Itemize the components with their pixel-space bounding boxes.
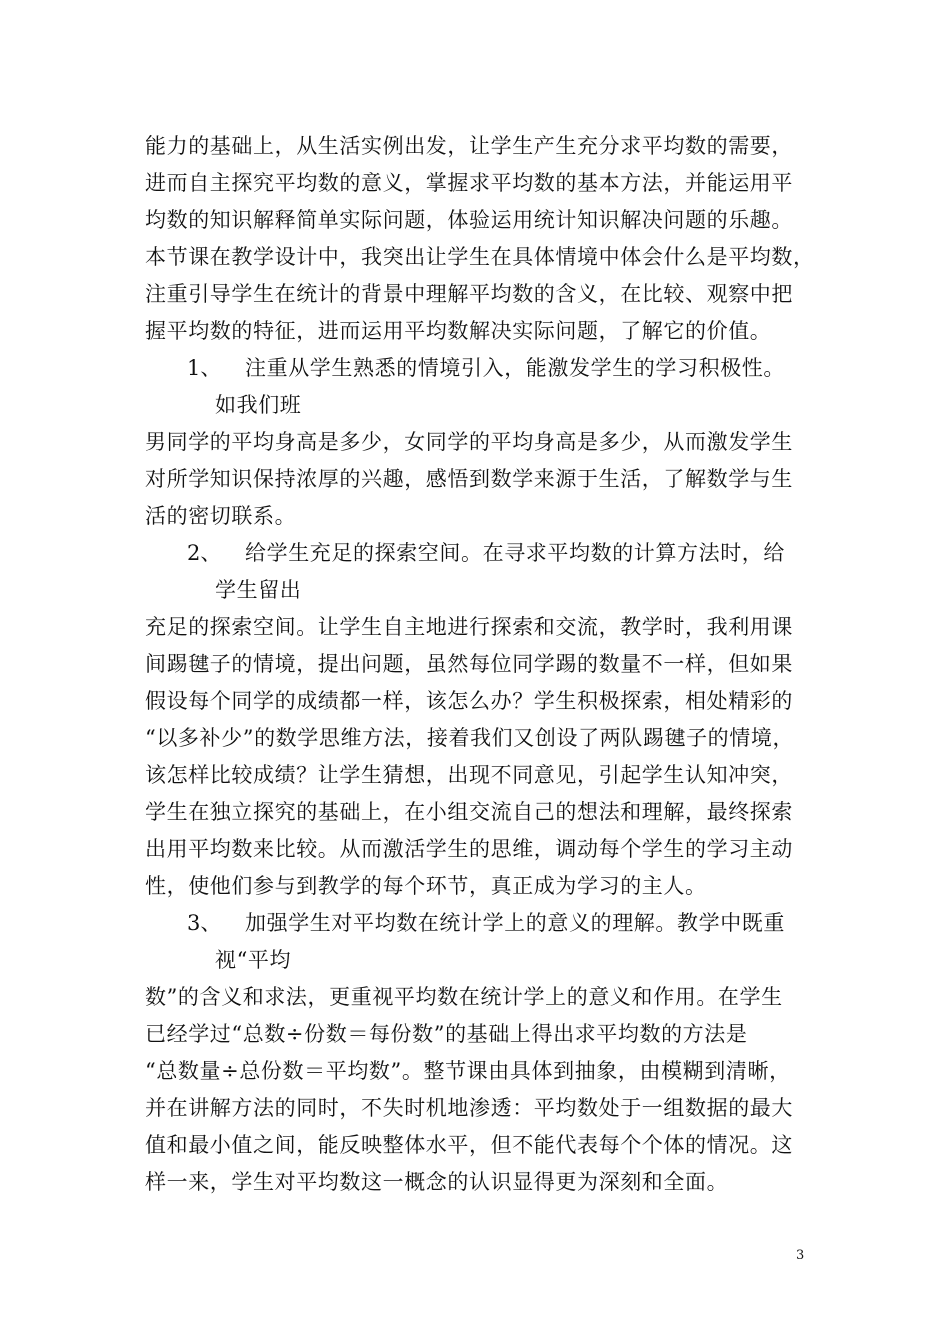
text-line: 该怎样比较成绩？让学生猜想，出现不同意见，引起学生认知冲突， xyxy=(145,763,793,787)
text-line: 均数的知识解释简单实际问题，体验运用统计知识解决问题的乐趣。 xyxy=(145,208,793,232)
item-continuation: 视“平均 xyxy=(215,948,292,972)
text-line: 注重引导学生在统计的背景中理解平均数的含义，在比较、观察中把 xyxy=(145,282,793,306)
text-line: “以多补少”的数学思维方法，接着我们又创设了两队踢毽子的情境， xyxy=(145,726,795,750)
text-line: 并在讲解方法的同时，不失时机地渗透：平均数处于一组数据的最大 xyxy=(145,1096,793,1120)
text-line: “总数量÷总份数＝平均数”。整节课由具体到抽象，由模糊到清晰， xyxy=(145,1059,791,1083)
text-line: 活的密切联系。 xyxy=(145,504,297,528)
text-line: 学生在独立探究的基础上，在小组交流自己的想法和理解，最终探索 xyxy=(145,800,793,824)
item-heading: 给学生充足的探索空间。在寻求平均数的计算方法时，给 xyxy=(245,541,785,565)
text-line: 假设每个同学的成绩都一样，该怎么办？学生积极探索，相处精彩的 xyxy=(145,689,793,713)
text-line: 男同学的平均身高是多少，女同学的平均身高是多少，从而激发学生 xyxy=(145,430,793,454)
text-line: 本节课在教学设计中，我突出让学生在具体情境中体会什么是平均数， xyxy=(145,245,815,269)
text-line: 出用平均数来比较。从而激活学生的思维，调动每个学生的学习主动 xyxy=(145,837,793,861)
item-heading: 加强学生对平均数在统计学上的意义的理解。教学中既重 xyxy=(245,911,785,935)
text-line: 间踢毽子的情境，提出问题，虽然每位同学踢的数量不一样，但如果 xyxy=(145,652,793,676)
text-line: 进而自主探究平均数的意义，掌握求平均数的基本方法，并能运用平 xyxy=(145,171,793,195)
text-line: 对所学知识保持浓厚的兴趣，感悟到数学来源于生活，了解数学与生 xyxy=(145,467,793,491)
item-number: 1、 xyxy=(187,356,222,380)
item-continuation: 如我们班 xyxy=(215,393,302,417)
text-line: 握平均数的特征，进而运用平均数解决实际问题，了解它的价值。 xyxy=(145,319,772,343)
page-number: 3 xyxy=(796,1248,805,1263)
text-line: 能力的基础上，从生活实例出发，让学生产生充分求平均数的需要， xyxy=(145,134,793,158)
text-line: 数”的含义和求法，更重视平均数在统计学上的意义和作用。在学生 xyxy=(145,985,783,1009)
item-number: 3、 xyxy=(187,911,222,935)
item-number: 2、 xyxy=(187,541,222,565)
text-line: 样一来，学生对平均数这一概念的认识显得更为深刻和全面。 xyxy=(145,1170,729,1194)
item-heading: 注重从学生熟悉的情境引入，能激发学生的学习积极性。 xyxy=(245,356,785,380)
text-line: 已经学过“总数÷份数＝每份数”的基础上得出求平均数的方法是 xyxy=(145,1022,748,1046)
item-continuation: 学生留出 xyxy=(215,578,302,602)
text-line: 值和最小值之间，能反映整体水平，但不能代表每个个体的情况。这 xyxy=(145,1133,793,1157)
text-line: 性，使他们参与到教学的每个环节，真正成为学习的主人。 xyxy=(145,874,707,898)
text-line: 充足的探索空间。让学生自主地进行探索和交流，教学时，我利用课 xyxy=(145,615,793,639)
